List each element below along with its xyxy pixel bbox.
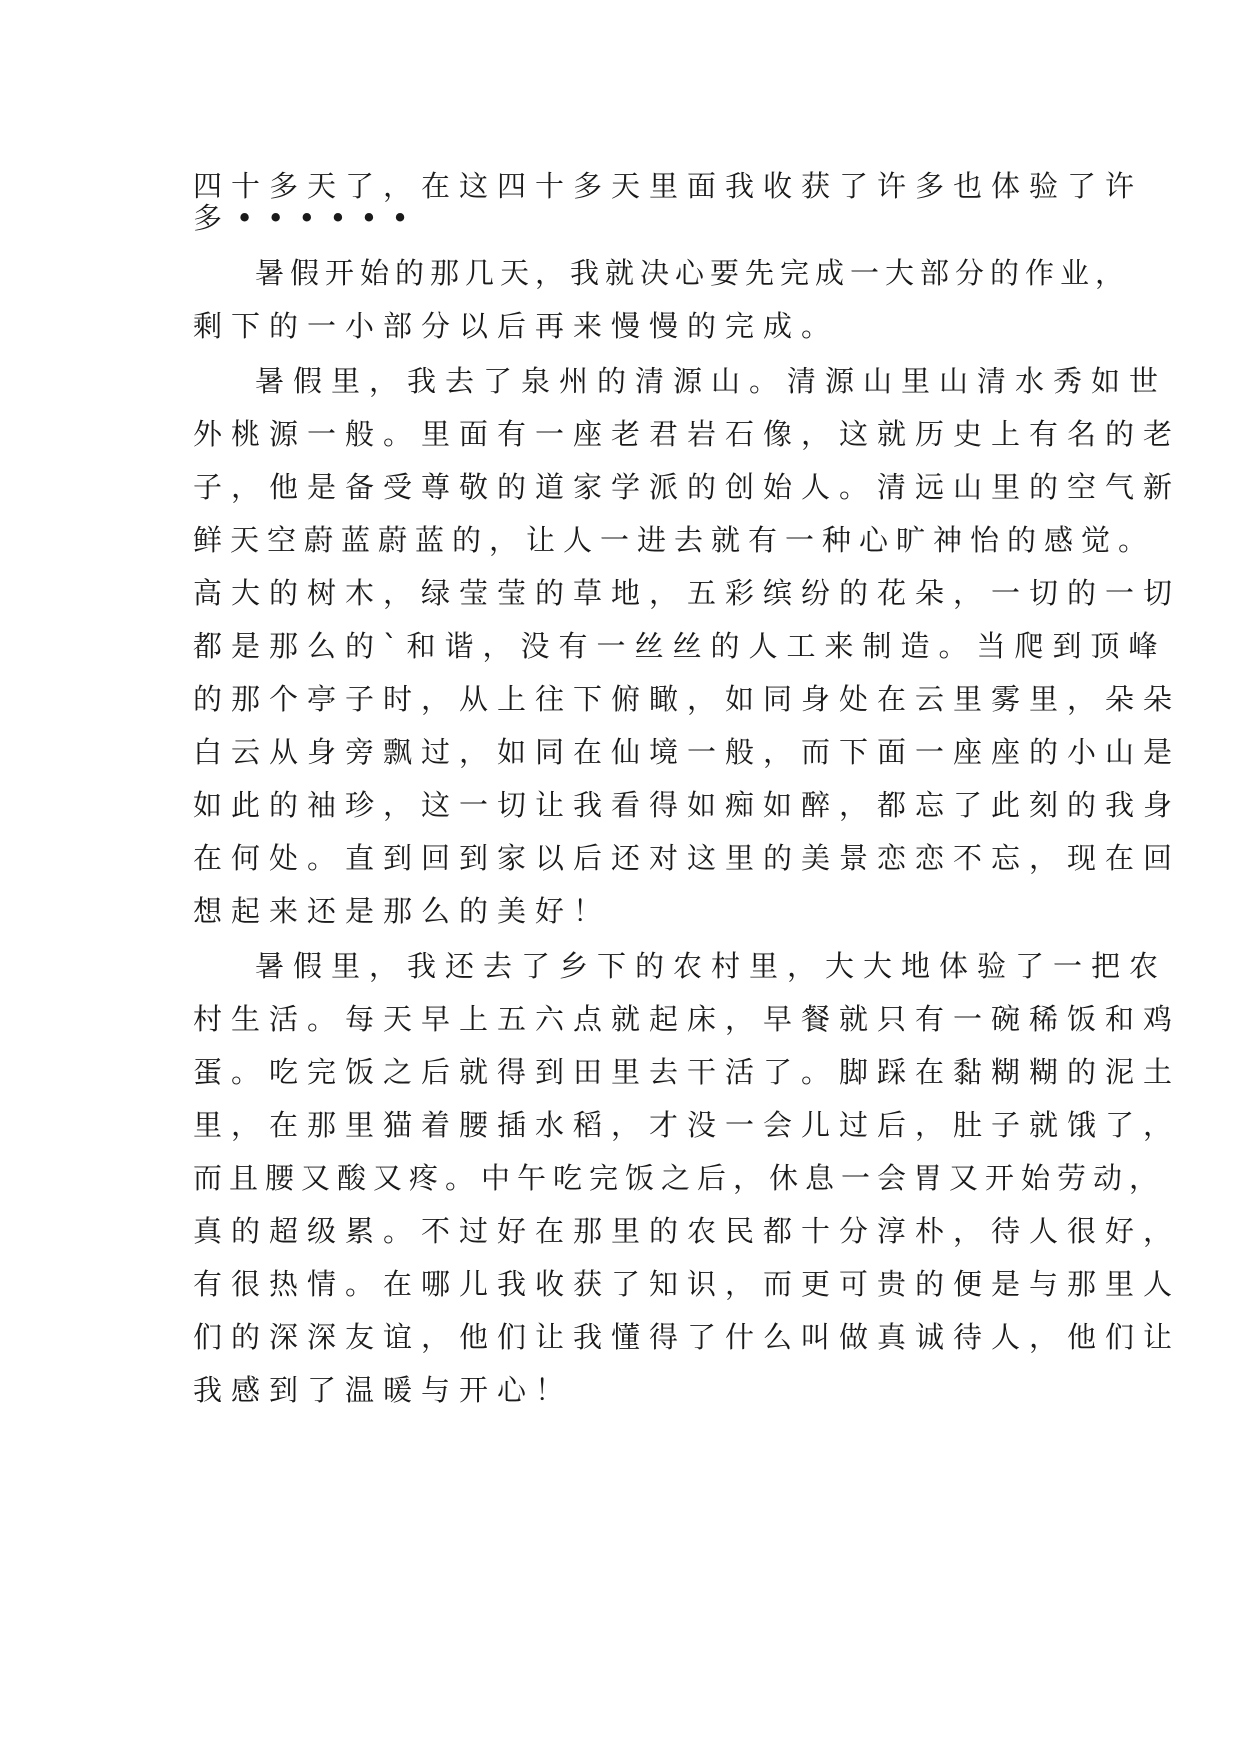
text-line: 在何处。直到回到家以后还对这里的美景恋恋不忘，现在回 bbox=[193, 841, 1182, 875]
paragraph-first-line: 暑假里，我去了泉州的清源山。清源山里山清水秀如世 bbox=[255, 364, 1168, 398]
text-line: 有很热情。在哪儿我收获了知识，而更可贵的便是与那里人 bbox=[193, 1267, 1182, 1301]
text-line: 外桃源一般。里面有一座老君岩石像，这就历史上有名的老 bbox=[193, 417, 1182, 451]
text-line: 们的深深友谊，他们让我懂得了什么叫做真诚待人，他们让 bbox=[193, 1320, 1182, 1354]
paragraph-first-line: 暑假开始的那几天，我就决心要先完成一大部分的作业， bbox=[255, 256, 1131, 290]
text-line: 而且腰又酸又疼。中午吃完饭之后，休息一会胃又开始劳动， bbox=[193, 1161, 1166, 1195]
text-line: 四十多天了，在这四十多天里面我收获了许多也体验了许 bbox=[193, 169, 1144, 203]
text-line: 里，在那里猫着腰插水稻，才没一会儿过后，肚子就饿了， bbox=[193, 1108, 1182, 1142]
text-line: 如此的袖珍，这一切让我看得如痴如醉，都忘了此刻的我身 bbox=[193, 788, 1182, 822]
text-line: 真的超级累。不过好在那里的农民都十分淳朴，待人很好， bbox=[193, 1214, 1182, 1248]
text-line: 白云从身旁飘过，如同在仙境一般，而下面一座座的小山是 bbox=[193, 735, 1182, 769]
text-line: 村生活。每天早上五六点就起床，早餐就只有一碗稀饭和鸡 bbox=[193, 1002, 1182, 1036]
text-line: 多•••••• bbox=[193, 201, 423, 235]
text-line: 都是那么的`和谐，没有一丝丝的人工来制造。当爬到顶峰 bbox=[193, 629, 1167, 663]
text-line: 高大的树木，绿莹莹的草地，五彩缤纷的花朵，一切的一切 bbox=[193, 576, 1182, 610]
text-line: 剩下的一小部分以后再来慢慢的完成。 bbox=[193, 309, 840, 343]
paragraph-first-line: 暑假里，我还去了乡下的农村里，大大地体验了一把农 bbox=[255, 949, 1168, 983]
text-line: 的那个亭子时，从上往下俯瞰，如同身处在云里雾里，朵朵 bbox=[193, 682, 1182, 716]
text-line: 蛋。吃完饭之后就得到田里去干活了。脚踩在黏糊糊的泥土 bbox=[193, 1055, 1182, 1089]
text-line: 我感到了温暖与开心！ bbox=[193, 1373, 574, 1407]
text-line: 想起来还是那么的美好！ bbox=[193, 894, 612, 928]
text-line: 子，他是备受尊敬的道家学派的创始人。清远山里的空气新 bbox=[193, 470, 1182, 504]
text-line: 鲜天空蔚蓝蔚蓝的，让人一进去就有一种心旷神怡的感觉。 bbox=[193, 523, 1156, 557]
